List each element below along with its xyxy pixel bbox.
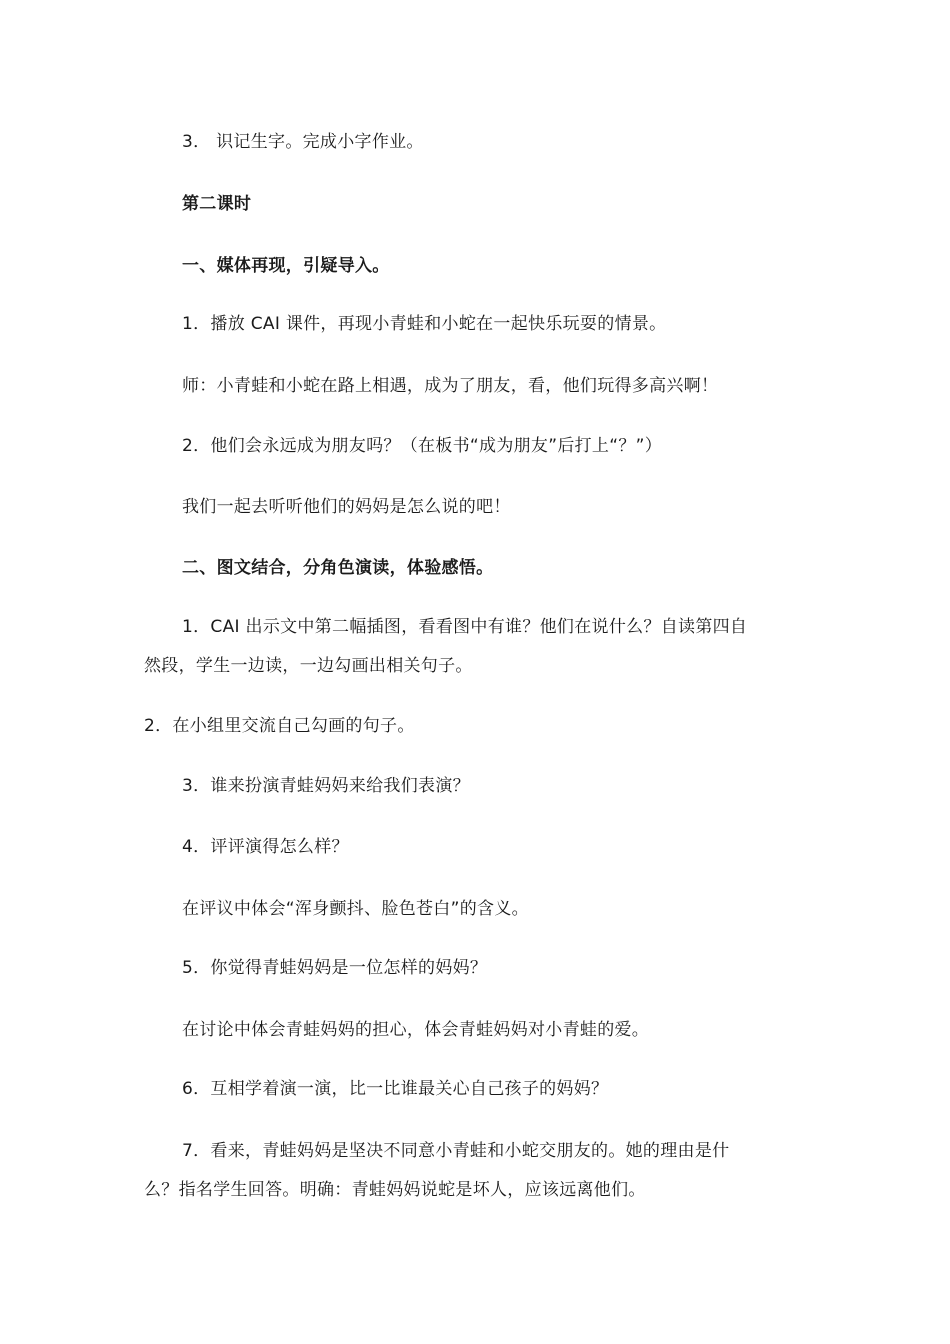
heading-part-two: 二、图文结合，分角色演读，体验感悟。 (182, 558, 494, 578)
paragraph-discussion-line: 在讨论中体会青蛙妈妈的担心，体会青蛙妈妈对小青蛙的爱。 (182, 1020, 650, 1040)
paragraph-listen-line: 我们一起去听听他们的妈妈是怎么说的吧！ (182, 497, 511, 517)
paragraph-item-3: 3．谁来扮演青蛙妈妈来给我们表演？ (182, 776, 470, 796)
paragraph-teacher-line: 师：小青蛙和小蛇在路上相遇，成为了朋友，看，他们玩得多高兴啊！ (182, 376, 719, 396)
paragraph-group-item-2: 2．在小组里交流自己勾画的句子。 (144, 716, 415, 736)
paragraph-item-1: 1．播放 CAI 课件，再现小青蛙和小蛇在一起快乐玩耍的情景。 (182, 314, 667, 334)
paragraph-cai-item-1-line-1: 1．CAI 出示文中第二幅插图，看看图中有谁？他们在说什么？自读第四自 (182, 617, 748, 637)
heading-part-one: 一、媒体再现，引疑导入。 (182, 256, 390, 276)
paragraph-item-2: 2．他们会永远成为朋友吗？（在板书“成为朋友”后打上“？”） (182, 436, 663, 456)
paragraph-item-5: 5．你觉得青蛙妈妈是一位怎样的妈妈？ (182, 958, 488, 978)
paragraph-evaluation-line: 在评议中体会“浑身颤抖、脸色苍白”的含义。 (182, 899, 529, 919)
paragraph-item-6: 6．互相学着演一演，比一比谁最关心自己孩子的妈妈？ (182, 1079, 609, 1099)
paragraph-cai-item-1-line-2: 然段，学生一边读，一边勾画出相关句子。 (144, 656, 473, 676)
paragraph-item-7-line-2: 么？指名学生回答。明确：青蛙妈妈说蛇是坏人，应该远离他们。 (144, 1180, 646, 1200)
paragraph-item-7-line-1: 7．看来，青蛙妈妈是坚决不同意小青蛙和小蛇交朋友的。她的理由是什 (182, 1141, 730, 1161)
paragraph-item-4: 4．评评演得怎么样？ (182, 837, 349, 857)
paragraph-step-3-characters: 3． 识记生字。完成小字作业。 (182, 132, 424, 152)
section-heading-second-lesson: 第二课时 (182, 194, 252, 214)
